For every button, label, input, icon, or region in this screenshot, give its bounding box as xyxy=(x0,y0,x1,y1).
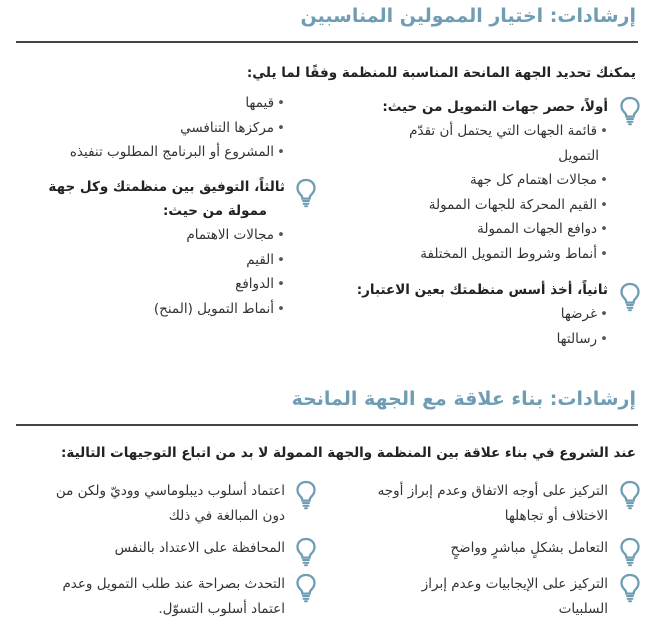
lightbulb-icon xyxy=(620,96,640,126)
tip-positives: التركيز على الإيجابيات وعدم إبراز السلبيات xyxy=(421,576,608,617)
list-item: •القيم المحركة للجهات الممولة xyxy=(428,196,608,213)
list-item: •مجالات اهتمام كل جهة xyxy=(470,172,608,188)
second-group xyxy=(328,278,608,351)
lightbulb-icon xyxy=(620,282,640,312)
list-item: •القيم xyxy=(246,251,285,268)
tip-self-respect: المحافظة على الاعتداد بالنفس xyxy=(114,540,285,556)
list-item: •قائمة الجهات التي يحتمل أن تقدّم xyxy=(409,123,608,139)
section2-intro: عند الشروع في بناء علاقة بين المنظمة والجهة الممولة لا بد من اتباع التوجيهات التالية: xyxy=(61,445,636,461)
second-title: ثانياً، أخذ أسس منظمتك بعين الاعتبار: xyxy=(356,282,608,298)
third-group xyxy=(15,175,285,321)
tip-frankness: التحدث بصراحة عند طلب التمويل وعدم اعتماد أسلوب التسوّل. xyxy=(62,576,285,617)
tip-focus-agreement: التركيز على أوجه الاتفاق وعدم إبراز أوجه الاختلاف أو تجاهلها xyxy=(377,483,608,524)
list-item: •المشروع أو البرنامج المطلوب تنفيذه xyxy=(69,144,285,160)
third-title-line2: ممولة من حيث: xyxy=(163,203,267,219)
lightbulb-icon xyxy=(296,178,316,208)
lightbulb-icon xyxy=(296,573,316,603)
section1-heading: إرشادات: اختيار الممولين المناسبين xyxy=(300,5,636,27)
list-item: •أنماط التمويل (المنح) xyxy=(153,300,285,317)
section1-intro: يمكنك تحديد الجهة المانحة المناسبة للمنظمة وفقًا لما يلي: xyxy=(246,65,636,81)
lightbulb-icon xyxy=(296,480,316,510)
list-item: •رسالتها xyxy=(556,330,608,347)
left-top-group xyxy=(15,91,285,165)
list-item: •قيمها xyxy=(245,95,285,111)
list-item: التمويل xyxy=(558,147,599,164)
list-item: •أنماط وشروط التمويل المختلفة xyxy=(420,245,608,262)
third-title-line1: ثالثاً، التوفيق بين منظمتك وكل جهة xyxy=(48,179,285,195)
lightbulb-icon xyxy=(296,537,316,567)
list-item: •الدوافع xyxy=(235,276,285,292)
lightbulb-icon xyxy=(620,480,640,510)
section2-heading: إرشادات: بناء علاقة مع الجهة المانحة xyxy=(291,388,636,410)
tip-diplomatic: اعتماد أسلوب ديبلوماسي ووديّ ولكن من دون المبالغة في ذلك xyxy=(55,483,285,524)
lightbulb-icon xyxy=(620,573,640,603)
first-group xyxy=(348,95,608,266)
list-item: •مجالات الاهتمام xyxy=(186,227,285,243)
list-item: •دوافع الجهات الممولة xyxy=(477,221,608,237)
list-item: •غرضها xyxy=(560,306,608,322)
section1-divider xyxy=(16,41,638,43)
tip-direct-clear: التعامل بشكلٍ مباشرٍ وواضحٍ xyxy=(450,540,608,556)
first-title: أولاً، حصر جهات التمويل من حيث: xyxy=(382,99,608,115)
lightbulb-icon xyxy=(620,537,640,567)
list-item: •مركزها التنافسي xyxy=(180,119,285,136)
section2-divider xyxy=(16,424,638,426)
